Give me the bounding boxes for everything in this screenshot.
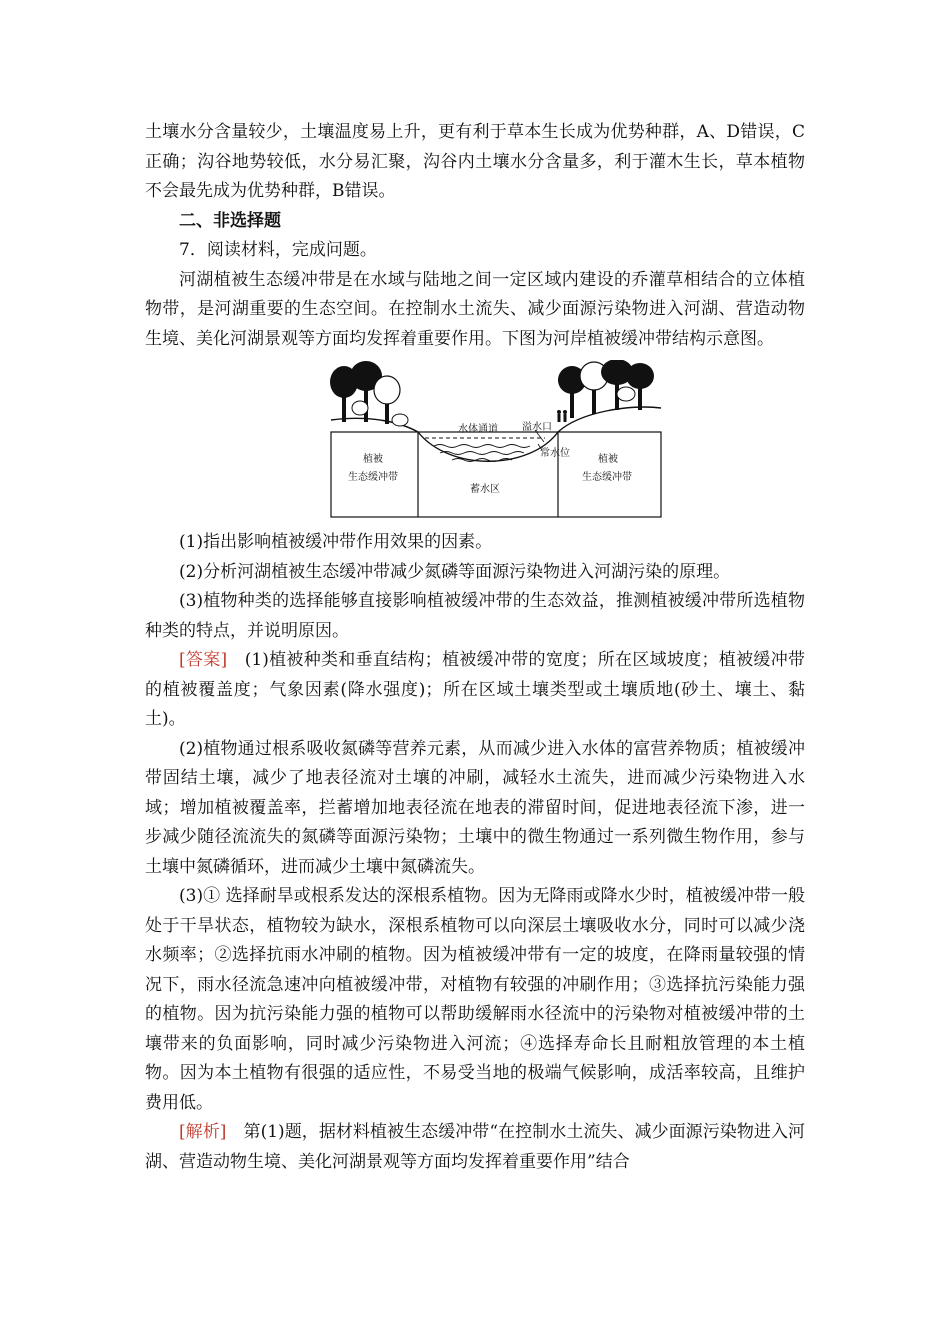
answer-paragraph-1: [145, 646, 805, 735]
question-7-3: (3)植物种类的选择能够直接影响植被缓冲带的生态效益，推测植被缓冲带所选植物种类的特点，并说明原因。: [145, 591, 805, 641]
riparian-buffer-diagram: [145, 360, 805, 520]
analysis-tag: [解析]: [179, 1122, 227, 1142]
label-storage: 蓄水区: [470, 484, 500, 495]
label-left-zone-2: 生态缓冲带: [348, 472, 398, 483]
section-heading: 二、非选择题: [179, 210, 281, 231]
label-right-zone-2: 生态缓冲带: [582, 472, 632, 483]
label-overflow: 溢水口: [522, 422, 552, 433]
wave-line: [440, 452, 524, 455]
material-paragraph: 河湖植被生态缓冲带是在水域与陆地之间一定区域内建设的乔灌草相结合的立体植物带，是河湖重要的生态空间。在控制水土流失、减少面源污染物进入河湖、营造动物生境、美化河湖景观等方面均发挥着重要作用。下图为河岸植被缓冲带结构示意图。: [145, 269, 805, 349]
answer-paragraph-3: (3)① 选择耐旱或根系发达的深根系植物。因为无降雨或降水少时，植被缓冲带一般处于干旱状态，植物较为缺水，深根系植物可以向深层土壤吸收水分，同时可以减少浇水频率；②选择抗雨水冲刷的植物。因为植被缓冲带有一定的坡度，在降雨量较强的情况下，雨水径流急速冲向植被缓冲带，对植物有较强的冲刷作用；③选择抗污染能力强的植物。因为抗污染能力强的植物可以帮助缓解雨水径流中的污染物对植被缓冲带的土壤带来的负面影响，同时减少污染物进入河流；④选择寿命长且耐粗放管理的本土植物。因为本土植物有很强的适应性，不易受当地的极端气候影响，成活率较高，且维护费用低。: [145, 886, 805, 1113]
answer-1-text: (1)植被种类和垂直结构；植被缓冲带的宽度；所在区域坡度；植被缓冲带的植被覆盖度；气象因素(降水强度)；所在区域土壤类型或土壤质地(砂土、壤土、黏土)。: [145, 650, 805, 729]
wave-line: [434, 445, 530, 448]
question-7-2: (2)分析河湖植被生态缓冲带减少氮磷等面源污染物进入河湖污染的原理。: [179, 561, 731, 582]
question-7: 7．阅读材料，完成问题。: [179, 240, 377, 260]
answer-tag: [答案]: [179, 650, 228, 670]
label-right-zone-1: 植被: [598, 454, 618, 465]
paragraph-prev-analysis: 土壤水分含量较少，土壤温度易上升，更有利于草本生长成为优势种群，A、D错误，C正确；沟谷地势较低，水分易汇聚，沟谷内土壤水分含量多，利于灌木生长，草本植物不会最先成为优势种群，B错误。: [145, 122, 805, 201]
people-icon: [557, 410, 567, 422]
label-water-channel: 水体通道: [458, 424, 498, 435]
tree-icon: [558, 360, 654, 418]
label-left-zone-1: 植被: [363, 454, 383, 465]
tree-icon: [330, 361, 408, 426]
answer-paragraph-2: (2)植物通过根系吸收氮磷等营养元素，从而减少进入水体的富营养物质；植被缓冲带固结土壤，减少了地表径流对土壤的冲刷，减轻水土流失，进而减少污染物进入水域；增加植被覆盖率，拦蓄增加地表径流在地表的滞留时间，促进地表径流下渗，进一步减少随径流流失的氮磷等面源污染物；土壤中的微生物通过一系列微生物作用，参与土壤中氮磷循环，进而减少土壤中氮磷流失。: [145, 738, 805, 877]
question-7-1: (1)指出影响植被缓冲带作用效果的因素。: [179, 532, 493, 552]
diagram-svg: [330, 360, 670, 520]
analysis-paragraph: [145, 1118, 805, 1177]
document-page: [145, 118, 805, 1177]
label-normal-level: 常水位: [540, 448, 570, 459]
analysis-text: 第(1)题，据材料植被生态缓冲带“在控制水土流失、减少面源污染物进入河湖、营造动物生境、美化河湖景观等方面均发挥着重要作用”结合: [145, 1122, 806, 1172]
